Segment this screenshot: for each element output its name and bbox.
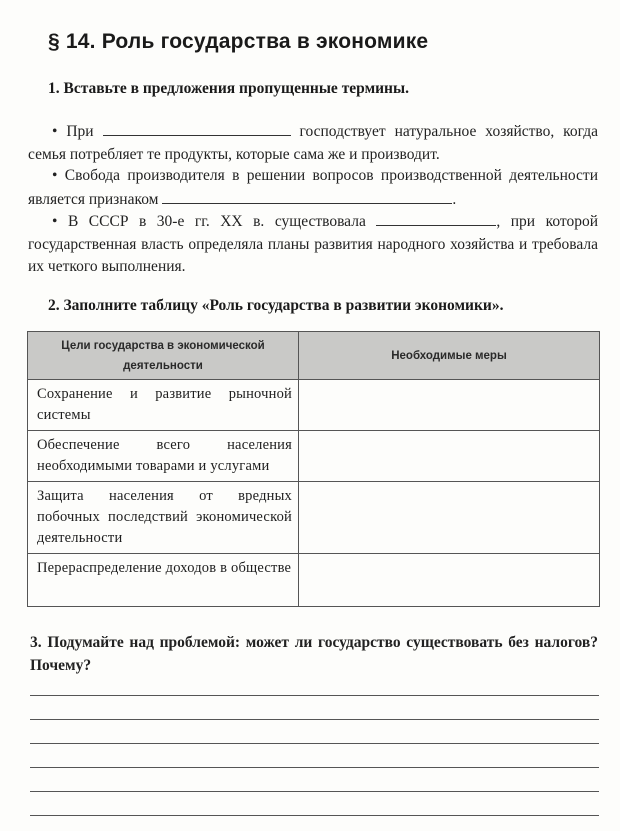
sentence-2-end: . <box>452 190 457 208</box>
table-row <box>28 431 600 482</box>
task-3-heading: 3. Подумайте над проблемой: может ли государство существовать без налогов? Почему? <box>30 634 598 674</box>
answer-line[interactable] <box>30 815 599 816</box>
answer-line[interactable] <box>30 695 599 696</box>
task-1-sentence-1 <box>28 120 598 166</box>
measures-answer-cell[interactable] <box>299 554 600 607</box>
sentence-2-start: • Свобода производителя в решении вопросов производственной деятельности является признаком <box>28 167 598 208</box>
sentence-3-start: • В СССР в 30-е гг. XX в. существовала <box>52 213 366 230</box>
page-title: § 14. Роль государства в экономике <box>48 30 429 53</box>
measures-answer-cell[interactable] <box>299 380 600 431</box>
column-header-measures: Необходимые меры <box>299 332 600 380</box>
answer-blank-2[interactable] <box>162 188 452 204</box>
task-1-heading: 1. Вставьте в предложения пропущенные термины. <box>48 80 409 97</box>
answer-line[interactable] <box>30 743 599 744</box>
goal-cell: Перераспределение доходов в обществе <box>28 554 299 607</box>
sentence-1-start: • При <box>52 123 94 140</box>
task-1-sentence-2 <box>28 165 598 211</box>
task-2-heading: 2. Заполните таблицу «Роль государства в развитии экономики». <box>48 297 504 314</box>
answer-line[interactable] <box>30 791 599 792</box>
sentence-3-end: , при которой государственная власть определяла планы развития народного хозяйства и требовала их четкого выполнения. <box>28 213 599 275</box>
table-header-row <box>28 332 600 380</box>
goal-cell: Обеспечение всего населения необходимыми товарами и услугами <box>28 431 299 482</box>
column-header-goals: Цели государства в экономической деятельности <box>28 332 299 380</box>
table-row <box>28 482 600 554</box>
task-1-sentence-3 <box>28 210 598 279</box>
answer-blank-1[interactable] <box>103 120 291 136</box>
answer-line[interactable] <box>30 719 599 720</box>
goals-table <box>27 331 600 607</box>
answer-blank-3[interactable] <box>376 210 496 226</box>
goal-cell: Сохранение и развитие рыночной системы <box>28 380 299 431</box>
sentence-1-end: господствует натуральное хозяйство, когда семья потребляет те продукты, которые сама же и производит. <box>28 123 599 163</box>
table-row <box>28 380 600 431</box>
table-row <box>28 554 600 607</box>
answer-line[interactable] <box>30 767 599 768</box>
goal-cell: Защита населения от вредных побочных последствий экономической деятельности <box>28 482 299 554</box>
measures-answer-cell[interactable] <box>299 482 600 554</box>
measures-answer-cell[interactable] <box>299 431 600 482</box>
